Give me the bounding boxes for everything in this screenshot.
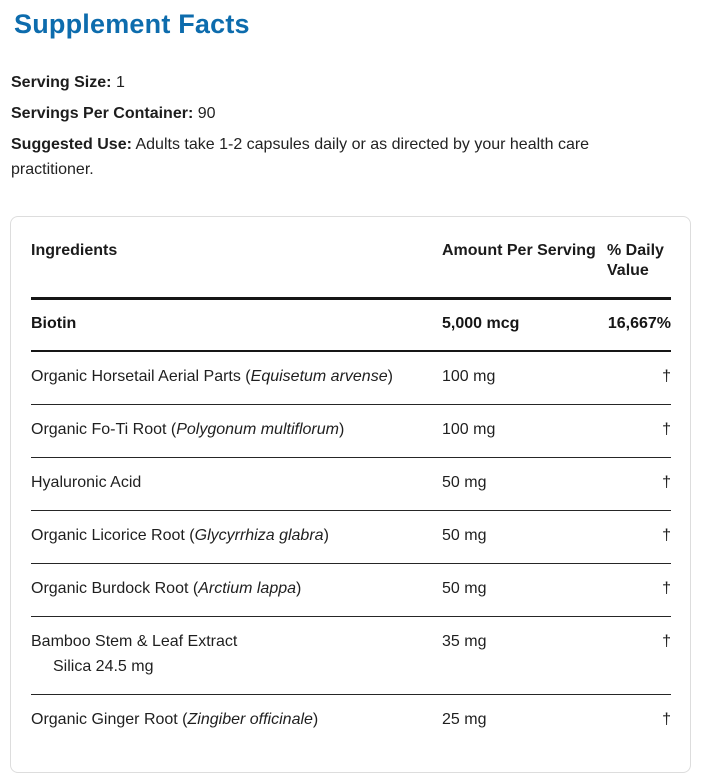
ingredient-name: Bamboo Stem & Leaf Extract Silica 24.5 mg — [31, 617, 442, 695]
suggested-use-line — [11, 132, 633, 182]
ingredient-amount: 100 mg — [442, 351, 607, 405]
table-row — [31, 458, 671, 511]
table-row — [31, 695, 671, 755]
table-row — [31, 351, 671, 405]
servings-per-container-line — [11, 101, 691, 126]
ingredient-name: Organic Licorice Root (Glycyrrhiza glabra) — [31, 511, 442, 564]
ingredient-amount: 50 mg — [442, 564, 607, 617]
ingredient-name: Organic Burdock Root (Arctium lappa) — [31, 564, 442, 617]
serving-size-line — [11, 70, 691, 95]
ingredient-name: Organic Ginger Root (Zingiber officinale) — [31, 711, 319, 728]
table-row — [31, 405, 671, 458]
table-row — [31, 617, 671, 695]
column-header-daily-value: % Daily Value — [607, 237, 671, 299]
ingredient-daily-value: † — [607, 617, 671, 695]
ingredient-amount: 25 mg — [442, 711, 487, 728]
suggested-use-label: Suggested Use: — [11, 136, 132, 153]
sub-ingredient: Silica 24.5 mg — [53, 658, 154, 675]
serving-size-value: 1 — [115, 74, 125, 91]
ingredient-amount: 5,000 mcg — [442, 299, 607, 352]
ingredient-amount: 100 mg — [442, 405, 607, 458]
table-row — [31, 511, 671, 564]
ingredient-amount: 50 mg — [442, 511, 607, 564]
servings-per-container-value: 90 — [197, 105, 216, 122]
ingredient-name: Organic Fo-Ti Root (Polygonum multiflorum) — [31, 405, 442, 458]
ingredient-daily-value: † — [607, 511, 671, 564]
table-header-row — [31, 237, 671, 299]
ingredient-daily-value: † — [607, 351, 671, 405]
column-header-ingredients: Ingredients — [31, 237, 442, 299]
ingredient-name: Organic Horsetail Aerial Parts (Equisetum arvense) — [31, 351, 442, 405]
ingredient-amount: 50 mg — [442, 458, 607, 511]
ingredients-table — [31, 237, 671, 754]
table-row — [31, 564, 671, 617]
ingredient-daily-value: † — [607, 458, 671, 511]
page-title: Supplement Facts — [14, 9, 250, 39]
ingredient-name: Biotin — [31, 299, 442, 352]
ingredient-amount: 35 mg — [442, 617, 607, 695]
ingredient-daily-value: 16,667% — [607, 299, 671, 352]
ingredient-daily-value: † — [607, 405, 671, 458]
suggested-use-value: Adults take 1-2 capsules daily or as directed by your health care practitioner. — [11, 136, 590, 178]
table-row — [31, 299, 671, 352]
ingredient-name: Hyaluronic Acid — [31, 458, 442, 511]
ingredient-daily-value: † — [662, 711, 671, 728]
ingredient-daily-value: † — [607, 564, 671, 617]
serving-size-label: Serving Size: — [11, 74, 112, 91]
supplement-facts-panel — [10, 216, 691, 773]
column-header-amount: Amount Per Serving — [442, 237, 607, 299]
servings-per-container-label: Servings Per Container: — [11, 105, 194, 122]
